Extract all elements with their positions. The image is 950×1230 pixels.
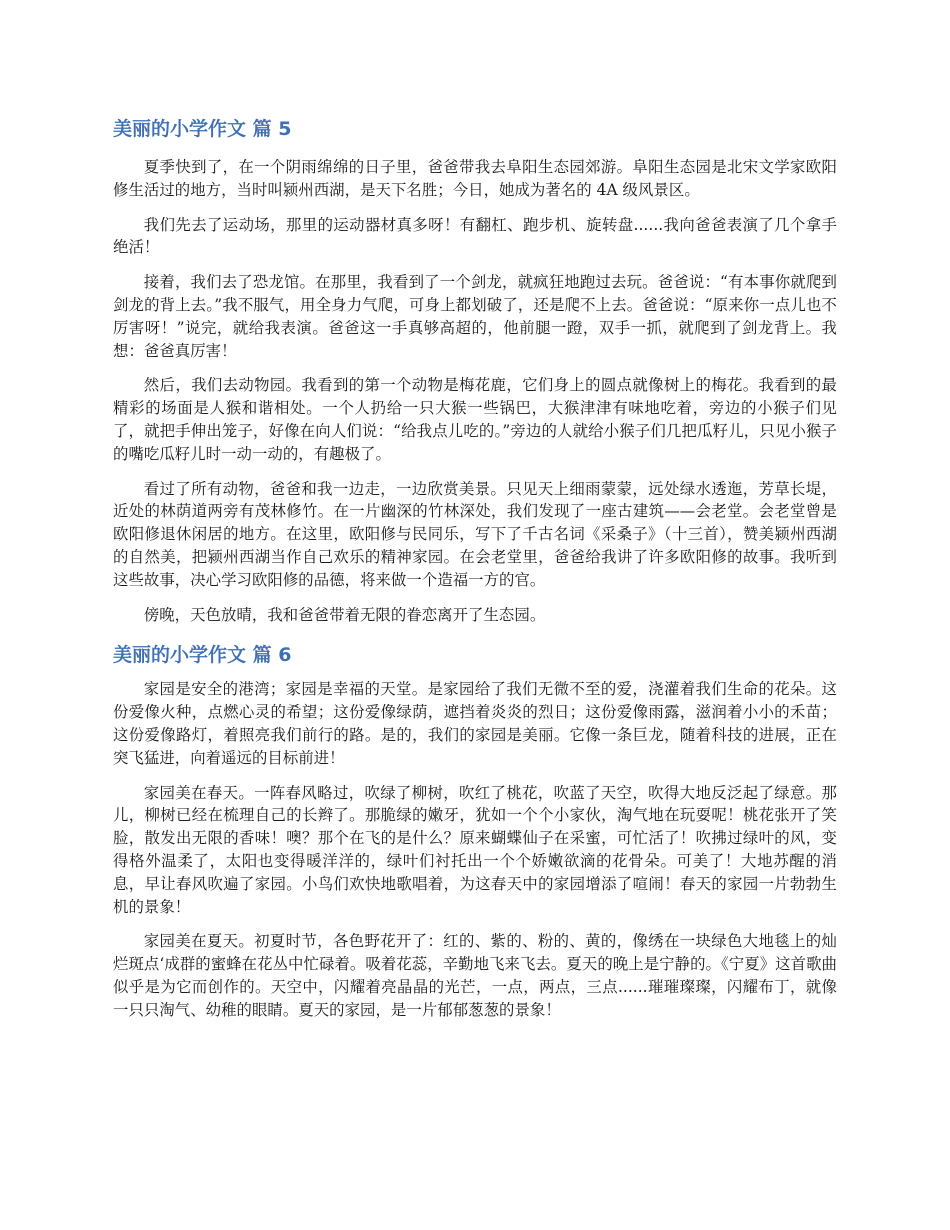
paragraph: 傍晚，天色放晴，我和爸爸带着无限的眷恋离开了生态园。	[143, 605, 546, 624]
paragraph: 夏季快到了，在一个阴雨绵绵的日子里，爸爸带我去阜阳生态园郊游。阜阳生态园是北宋文学家欧阳修生活过的地方，当时叫颍州西湖，是天下名胜；今日，她成为著名的 4A 级风景区。	[113, 158, 837, 199]
section-title: 美丽的小学作文 篇 5	[113, 118, 292, 140]
paragraph: 接着，我们去了恐龙馆。在那里，我看到了一个剑龙，就疯狂地跑过去玩。爸爸说：“有本事你就爬到剑龙的背上去。”我不服气，用全身力气爬，可身上都划破了，还是爬不上去。爸爸说：“原来你一点儿也不厉害呀！”说完，就给我表演。爸爸这一手真够高超的，他前腿一蹬，双手一抓，就爬到了剑龙背上。我想：爸爸真厉害！	[113, 273, 837, 360]
essay-section-6	[113, 642, 837, 1021]
section-title: 美丽的小学作文 篇 6	[113, 644, 292, 667]
paragraph: 看过了所有动物，爸爸和我一边走，一边欣赏美景。只见天上细雨蒙蒙，远处绿水透迤，芳草长堤，近处的林荫道两旁有茂林修竹。在一片幽深的竹林深处，我们发现了一座古建筑——会老堂。会老堂曾是欧阳修退休闲居的地方。在这里，欧阳修与民同乐，写下了千古名词《采桑子》（十三首），赞美颍州西湖的自然美，把颍州西湖当作自己欢乐的精神家园。在会老堂里，爸爸给我讲了许多欧阳修的故事。我听到这些故事，决心学习欧阳修的品德，将来做一个造福一方的官。	[113, 479, 837, 589]
paragraph: 家园美在春天。一阵春风略过，吹绿了柳树，吹红了桃花，吹蓝了天空，吹得大地反泛起了绿意。那儿，柳树已经在梳理自己的长辫了。那脆绿的嫩牙，犹如一个个小家伙，淘气地在玩耍呢！桃花张开了笑脸，散发出无限的香味！噢？那个在飞的是什么？原来蝴蝶仙子在采蜜，可忙活了！吹拂过绿叶的风，变得格外温柔了，太阳也变得暖洋洋的，绿叶们衬托出一个个娇嫩欲滴的花骨朵。可美了！大地苏醒的消息，早让春风吹遍了家园。小鸟们欢快地歌唱着，为这春天中的家园增添了喧闹！春天的家园一片勃勃生机的景象！	[113, 783, 837, 916]
paragraph: 家园美在夏天。初夏时节，各色野花开了：红的、紫的、粉的、黄的，像绣在一块绿色大地毯上的灿烂斑点‘成群的蜜蜂在花丛中忙碌着。吸着花蕊，辛勤地飞来飞去。夏天的晚上是宁静的。《宁夏》这首歌曲似乎是为它而创作的。天空中，闪耀着亮晶晶的光芒，一点，两点，三点......璀璀璨璨，闪耀布丁，就像一只只淘气、幼稚的眼睛。夏天的家园，是一片郁郁葱葱的景象！	[113, 932, 837, 1019]
paragraph: 家园是安全的港湾；家园是幸福的天堂。是家园给了我们无微不至的爱，浇灌着我们生命的花朵。这份爱像火种，点燃心灵的希望；这份爱像绿荫，遮挡着炎炎的烈日；这份爱像雨露，滋润着小小的禾苗；这份爱像路灯，着照亮我们前行的路。是的，我们的家园是美丽。它像一条巨龙，随着科技的进展，正在突飞猛进，向着遥远的目标前进！	[113, 680, 837, 767]
paragraph: 我们先去了运动场，那里的运动器材真多呀！有翻杠、跑步机、旋转盘......我向爸爸表演了几个拿手绝活！	[113, 215, 837, 257]
paragraph: 然后，我们去动物园。我看到的第一个动物是梅花鹿，它们身上的圆点就像树上的梅花。我看到的最精彩的场面是人猴和谐相处。一个人扔给一只大猴一些锅巴，大猴津津有味地吃着，旁边的小猴子们见了，就把手伸出笼子，好像在向人们说：“给我点儿吃的。”旁边的人就给小猴子们几把瓜籽儿，只见小猴子的嘴吃瓜籽儿时一动一动的，有趣极了。	[113, 376, 837, 463]
essay-section-5	[113, 116, 837, 626]
